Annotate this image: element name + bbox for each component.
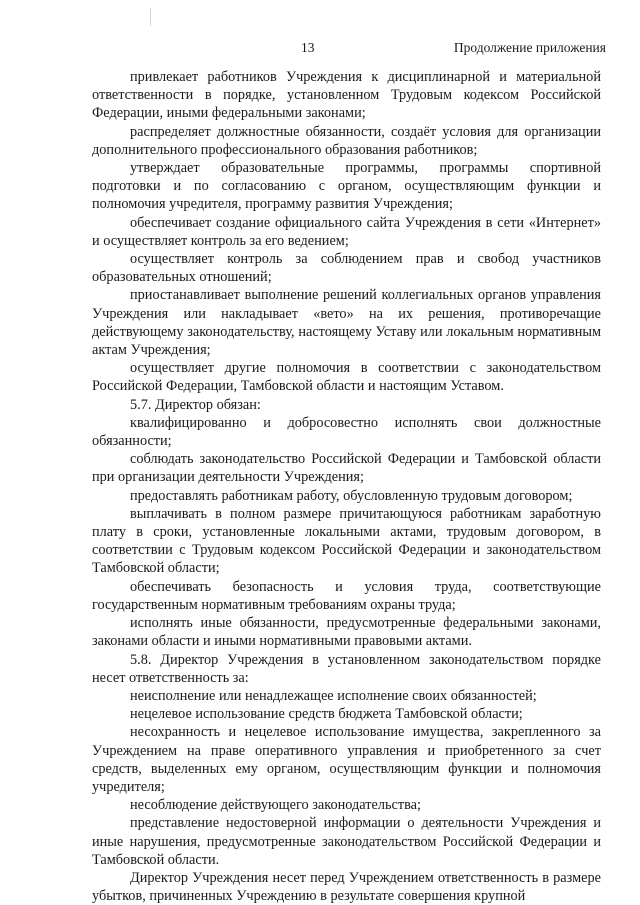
- paragraph: соблюдать законодательство Российской Федерации и Тамбовской области при организации деятельности Учреждения;: [92, 451, 601, 486]
- paragraph: осуществляет контроль за соблюдением прав и свобод участников образовательных отношений;: [92, 251, 601, 286]
- paragraph: неисполнение или ненадлежащее исполнение своих обязанностей;: [130, 687, 537, 704]
- paragraph: привлекает работников Учреждения к дисциплинарной и материальной ответственности в порядке, установленном Трудовым кодексом Российской Федерации, иными федеральными законами;: [92, 69, 601, 122]
- page-number: 13: [301, 40, 315, 55]
- paragraph: обеспечивает создание официального сайта Учреждения в сети «Интернет» и осуществляет контроль за его ведением;: [92, 214, 601, 249]
- paragraph: представление недостоверной информации о деятельности Учреждения и иные нарушения, предусмотренные законодательством Российской Федерации и Тамбовской области.: [92, 815, 601, 868]
- paragraph: Директор Учреждения несет перед Учреждением ответственность в размере убытков, причиненных Учреждению в результате совершения крупной: [92, 869, 601, 905]
- paragraph: осуществляет другие полномочия в соответствии с законодательством Российской Федерации, Тамбовской области и настоящим Уставом.: [92, 360, 601, 395]
- running-head: Продолжение приложения: [453, 40, 606, 55]
- paragraph: приостанавливает выполнение решений коллегиальных органов управления Учреждения или накладывает «вето» на их решения, противоречащие действующему законодательству, настоящему Уставу или локальным нормативным актам Учреждения;: [92, 287, 601, 359]
- section-heading-5-7: 5.7. Директор обязан:: [130, 396, 261, 413]
- paragraph: утверждает образовательные программы, программы спортивной подготовки и по согласованию с органом, осуществляющим функции и полномочия учредителя, программу развития Учреждения;: [92, 160, 601, 213]
- paragraph: распределяет должностные обязанности, создаёт условия для организации дополнительного профессионального образования работников;: [92, 123, 601, 158]
- paragraph: обеспечивать безопасность и условия труда, соответствующие государственным нормативным требованиям охраны труда;: [92, 578, 601, 613]
- paragraph: квалифицированно и добросовестно исполнять свои должностные обязанности;: [92, 414, 601, 450]
- document-body: [92, 68, 601, 905]
- paragraph: исполнять иные обязанности, предусмотренные федеральными законами, законами области и иными нормативными правовыми актами.: [92, 615, 601, 650]
- paragraph: несохранность и нецелевое использование имущества, закрепленного за Учреждением на праве оперативного управления и приобретенного за счет средств, выделенных ему органом, осуществляющим функции и полномочия учредителя;: [92, 724, 601, 795]
- paragraph: выплачивать в полном размере причитающуюся работникам заработную плату в сроки, установленные локальными актами, трудовым договором, в соответствии с Трудовым кодексом Российской Федерации и законодательством Тамбовской области;: [92, 505, 601, 577]
- scan-artifact-line: [150, 8, 151, 26]
- paragraph: несоблюдение действующего законодательства;: [130, 797, 421, 814]
- paragraph: предоставлять работникам работу, обусловленную трудовым договором;: [130, 487, 573, 504]
- section-heading-5-8: 5.8. Директор Учреждения в установленном законодательством порядке несет ответственность за:: [92, 651, 601, 686]
- paragraph: нецелевое использование средств бюджета Тамбовской области;: [130, 706, 523, 723]
